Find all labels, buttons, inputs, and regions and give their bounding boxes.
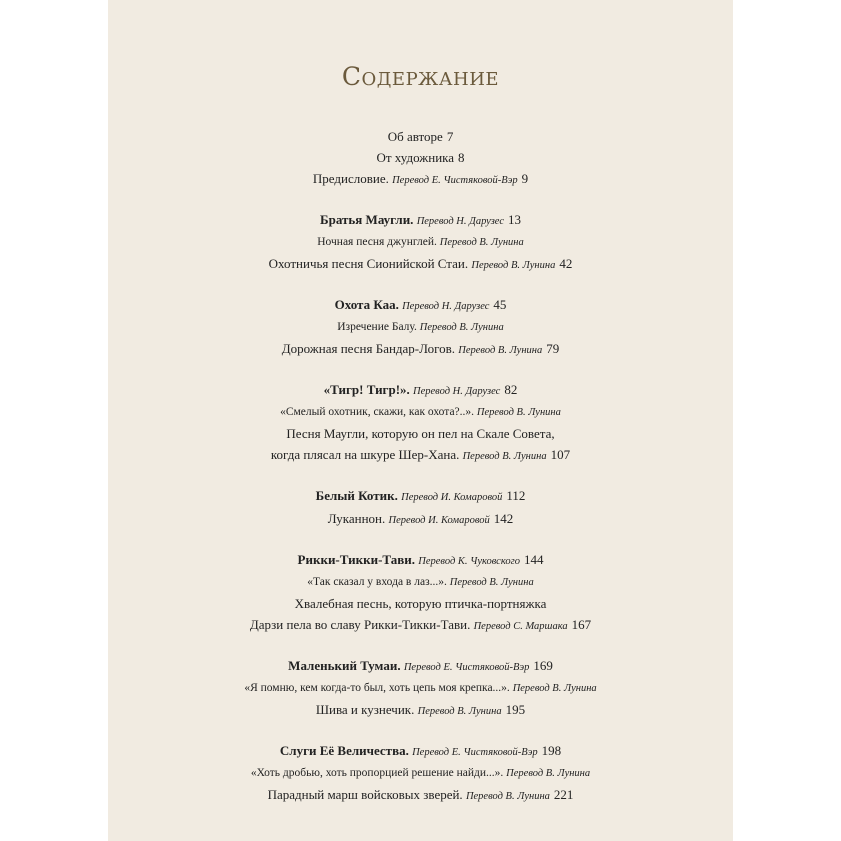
entry-title: «Тигр! Тигр!». [323, 382, 410, 397]
toc-entry [108, 655, 733, 678]
entry-page-number: 221 [553, 787, 574, 802]
toc-entry [108, 572, 733, 593]
entry-title: Охота Каа. [334, 297, 399, 312]
entry-translator: Перевод В. Лунина [512, 683, 597, 694]
entry-title: Предисловие. [312, 171, 389, 186]
entry-translator: Перевод В. Лунина [449, 577, 534, 588]
entry-translator: Перевод Н. Дарузес [413, 386, 501, 397]
toc-entry [108, 317, 733, 338]
section-gap [108, 531, 733, 549]
toc-entry [108, 168, 733, 191]
toc-entry [108, 763, 733, 784]
toc-entry [108, 549, 733, 572]
entry-translator: Перевод Е. Чистяковой-Вэр [412, 747, 538, 758]
entry-title: когда плясал на шкуре Шер-Хана. [270, 447, 460, 462]
entry-title: Луканнон. [327, 511, 386, 526]
page-title: Содержание [341, 62, 500, 91]
entry-translator: Перевод С. Маршака [473, 621, 568, 632]
entry-translator: Перевод Н. Дарузес [416, 216, 504, 227]
section-gap [108, 276, 733, 294]
entry-page-number: 112 [506, 488, 526, 503]
toc-entry [108, 232, 733, 253]
toc-entry [108, 209, 733, 232]
section-gap [108, 467, 733, 485]
entry-translator: Перевод Н. Дарузес [402, 301, 490, 312]
section-gap [108, 637, 733, 655]
entry-title: Дорожная песня Бандар-Логов. [281, 341, 456, 356]
entry-translator: Перевод Е. Чистяковой-Вэр [403, 662, 530, 673]
toc-entry [108, 147, 733, 168]
entry-title: Охотничья песня Сионийской Стаи. [268, 256, 469, 271]
entry-translator: Перевод И. Комаровой [388, 515, 490, 526]
toc-entry [108, 338, 733, 361]
toc-entry [108, 593, 733, 614]
entry-title: Изречение Балу. [337, 321, 417, 333]
entry-page-number: 198 [541, 743, 562, 758]
section-gap [108, 722, 733, 740]
entry-page-number: 144 [523, 552, 544, 567]
entry-title: Рикки-Тикки-Тави. [297, 552, 416, 567]
entry-title: Маленький Тумаи. [288, 658, 401, 673]
entry-translator: Перевод В. Лунина [462, 451, 547, 462]
entry-title: Ночная песня джунглей. [317, 236, 437, 248]
entry-title: «Так сказал у входа в лаз...». [307, 576, 447, 588]
toc-entry [108, 444, 733, 467]
toc-entry [108, 253, 733, 276]
entry-translator: Перевод В. Лунина [471, 260, 556, 271]
entry-page-number: 79 [546, 341, 560, 356]
toc-entry [108, 485, 733, 508]
toc-entry [108, 740, 733, 763]
entry-title: «Я помню, кем когда-то был, хоть цепь моя крепка...». [244, 682, 510, 694]
section-gap [108, 361, 733, 379]
entry-page-number: 9 [521, 171, 529, 186]
entry-title: Дарзи пела во славу Рикки-Тикки-Тави. [249, 617, 471, 632]
entry-title: Шива и кузнечик. [315, 702, 415, 717]
entry-translator: Перевод Е. Чистяковой-Вэр [392, 175, 518, 186]
entry-translator: Перевод К. Чуковского [418, 556, 520, 567]
entry-title: Слуги Её Величества. [279, 743, 409, 758]
toc-entry [108, 784, 733, 807]
toc-entry [108, 379, 733, 402]
table-of-contents [108, 126, 733, 807]
entry-page-number: 42 [559, 256, 573, 271]
toc-entry [108, 678, 733, 699]
entry-title: Песня Маугли, которую он пел на Скале Совета, [286, 426, 555, 441]
toc-entry [108, 126, 733, 147]
entry-title: Хвалебная песнь, которую птичка-портняжка [294, 596, 547, 611]
entry-translator: Перевод В. Лунина [419, 322, 504, 333]
entry-title: «Смелый охотник, скажи, как охота?..». [280, 406, 475, 418]
toc-entry [108, 614, 733, 637]
entry-title: Парадный марш войсковых зверей. [267, 787, 463, 802]
entry-translator: Перевод В. Лунина [458, 345, 543, 356]
entry-translator: Перевод В. Лунина [506, 768, 591, 779]
entry-translator: Перевод В. Лунина [465, 791, 550, 802]
entry-page-number: 7 [446, 129, 454, 144]
entry-title: Братья Маугли. [320, 212, 414, 227]
entry-translator: Перевод В. Лунина [417, 706, 502, 717]
entry-page-number: 107 [550, 447, 571, 462]
entry-page-number: 8 [458, 150, 465, 165]
entry-page-number: 195 [505, 702, 526, 717]
entry-page-number: 45 [493, 297, 507, 312]
entry-title: «Хоть дробью, хоть пропорцией решение найди...». [250, 767, 504, 779]
entry-page-number: 13 [507, 212, 521, 227]
entry-translator: Перевод В. Лунина [476, 407, 561, 418]
entry-translator: Перевод И. Комаровой [401, 492, 503, 503]
entry-page-number: 142 [493, 511, 514, 526]
toc-entry [108, 402, 733, 423]
entry-page-number: 82 [504, 382, 518, 397]
toc-entry [108, 294, 733, 317]
entry-title: Об авторе [387, 129, 443, 144]
section-gap [108, 191, 733, 209]
book-page [108, 0, 733, 841]
entry-title: Белый Котик. [315, 488, 398, 503]
entry-translator: Перевод В. Лунина [439, 237, 524, 248]
toc-entry [108, 699, 733, 722]
toc-entry [108, 423, 733, 444]
entry-title: От художника [376, 150, 455, 165]
toc-entry [108, 508, 733, 531]
entry-page-number: 167 [571, 617, 592, 632]
entry-page-number: 169 [533, 658, 553, 673]
